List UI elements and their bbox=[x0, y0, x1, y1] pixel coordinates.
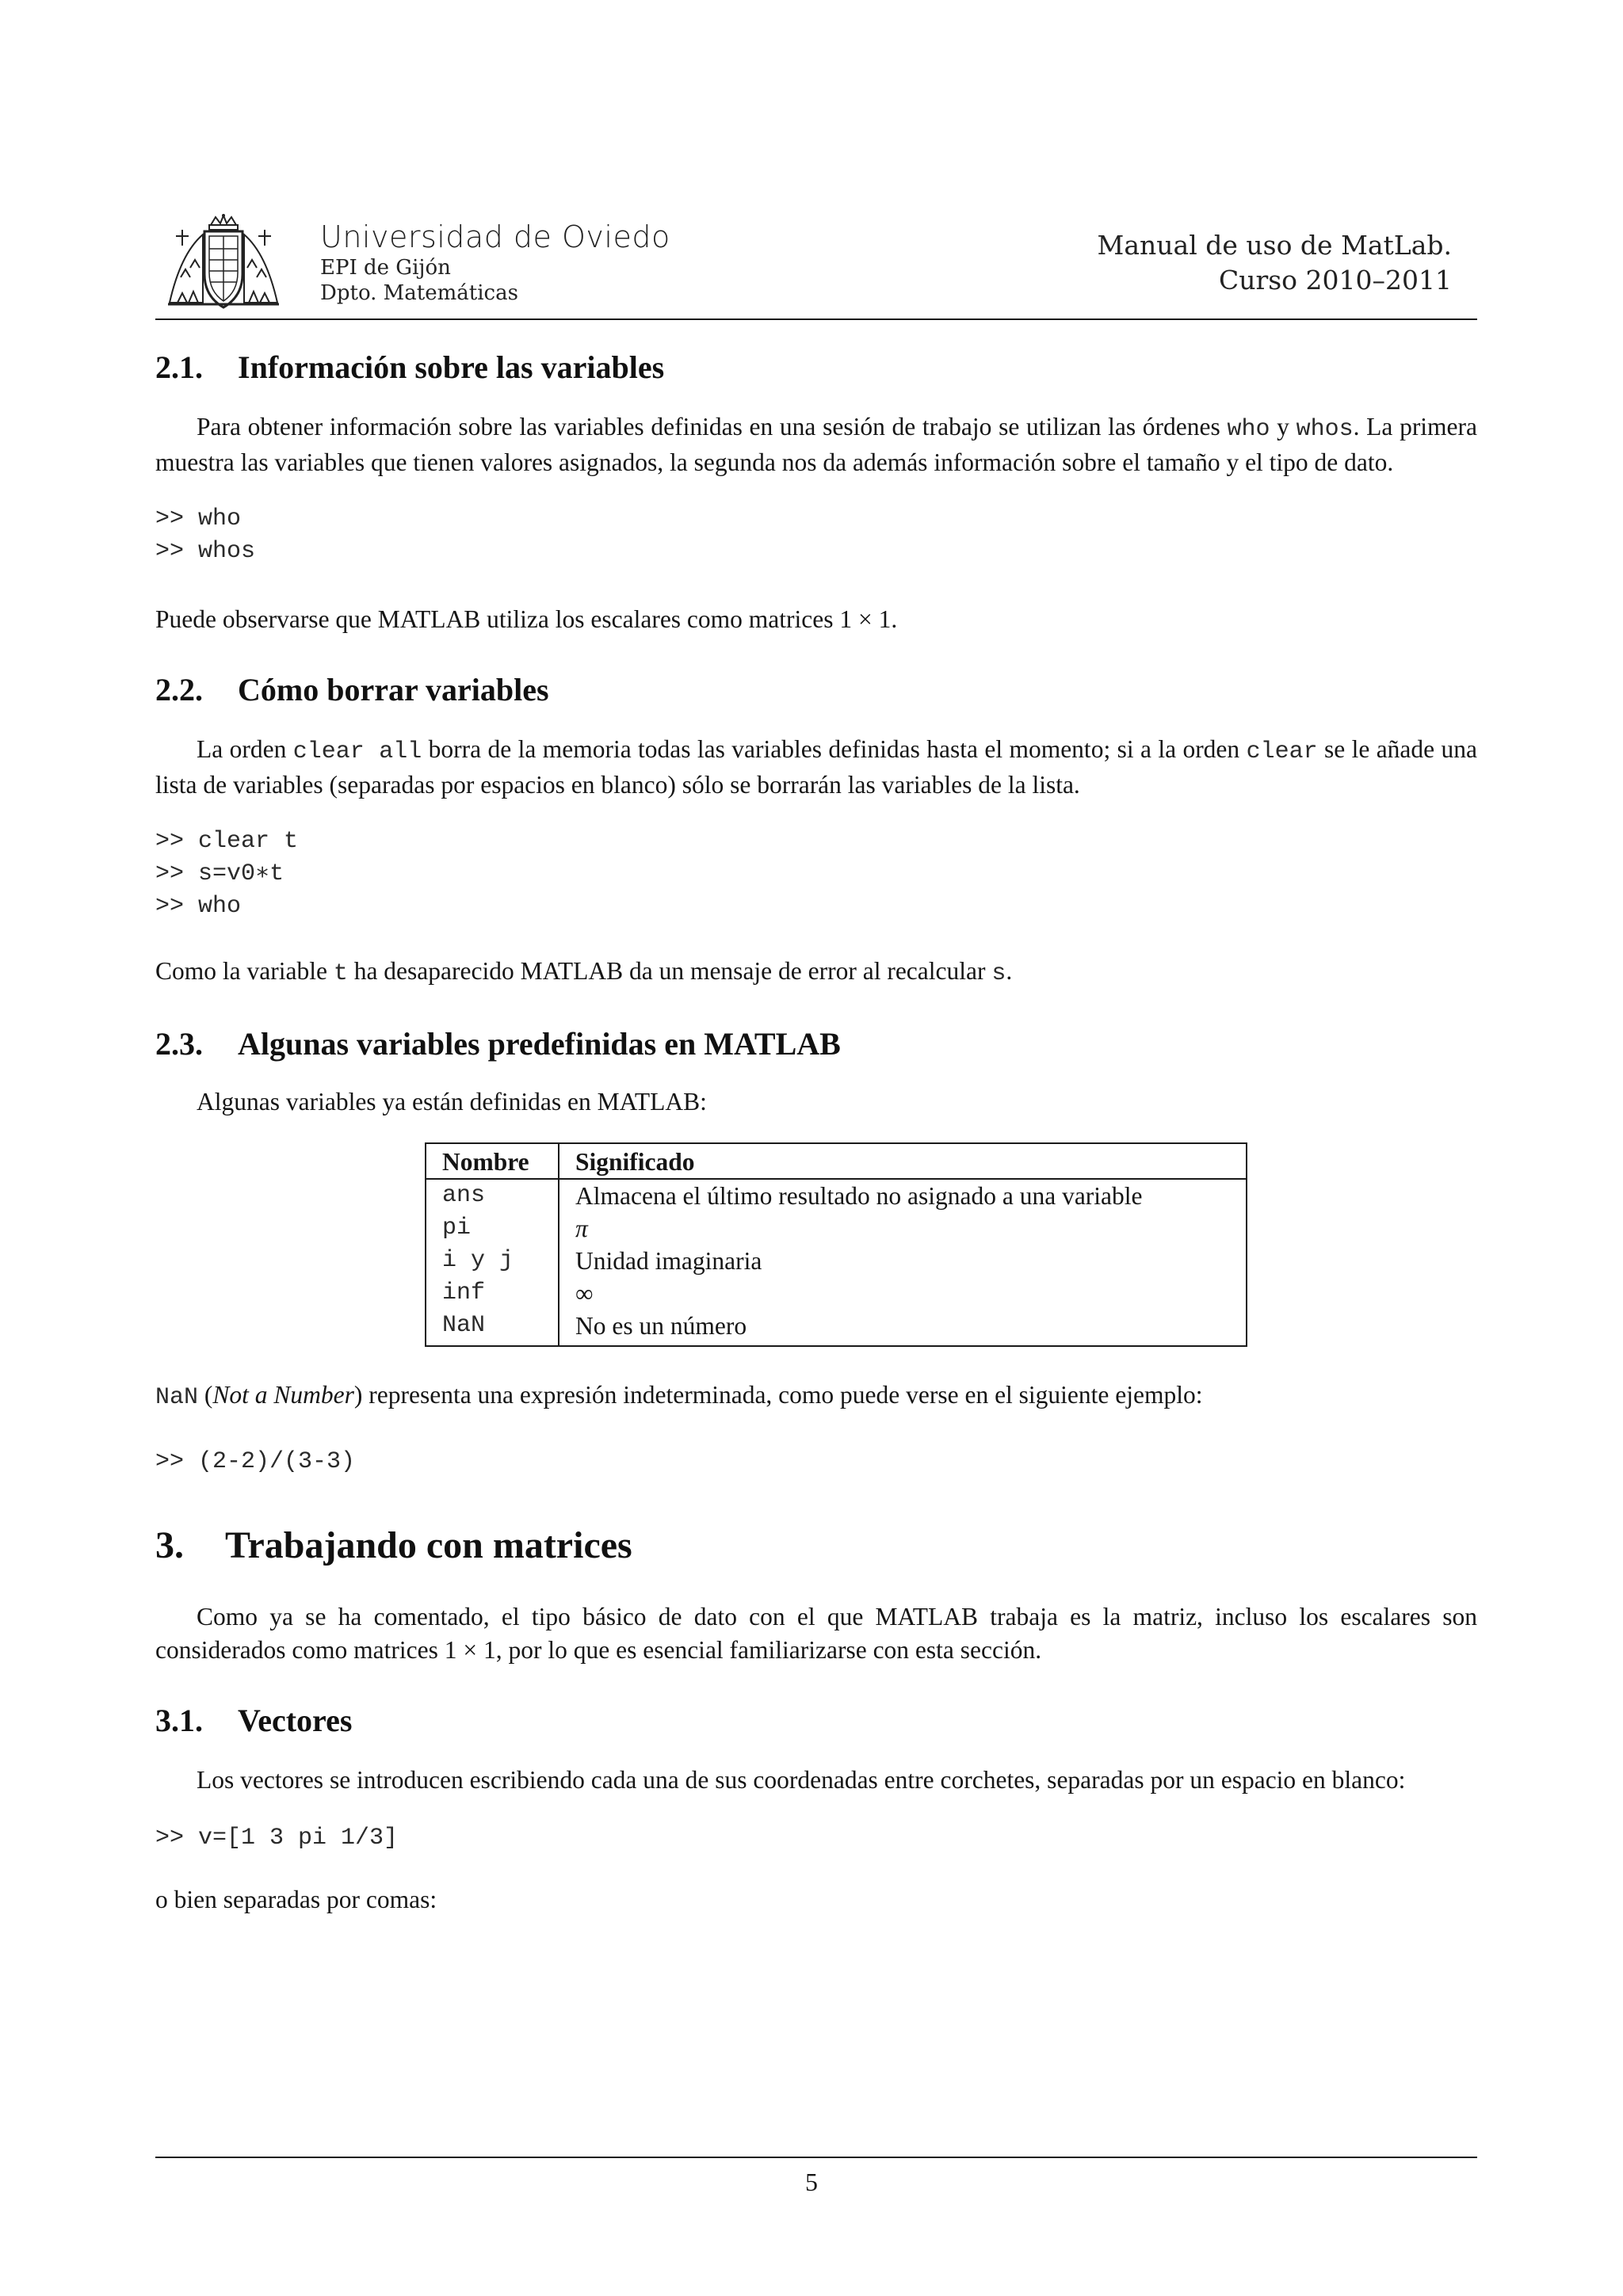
code-line: >> who bbox=[155, 505, 242, 532]
page-header bbox=[155, 208, 1477, 320]
table-cell-name: ans bbox=[426, 1179, 559, 1212]
section-number: 3.1. bbox=[155, 1703, 203, 1738]
table-header-cell: Nombre bbox=[426, 1143, 559, 1179]
section-title: Información sobre las variables bbox=[238, 349, 665, 385]
section-title: Vectores bbox=[238, 1703, 353, 1738]
school-name: EPI de Gijón bbox=[320, 256, 451, 280]
manual-title: Manual de uso de MatLab. bbox=[1097, 230, 1452, 261]
code-block bbox=[155, 826, 1477, 923]
section-title: Cómo borrar variables bbox=[238, 672, 549, 707]
text-run: La orden bbox=[197, 735, 293, 763]
table-cell-meaning: Almacena el último resultado no asignado a una variable bbox=[575, 1182, 1143, 1210]
code-block bbox=[155, 503, 1477, 568]
section-heading-2-3 bbox=[155, 1025, 1477, 1063]
table-header-row bbox=[426, 1143, 1247, 1179]
text-run: Como la variable bbox=[155, 957, 334, 985]
text-run: ha desaparecido MATLAB da un mensaje de error al recalcular bbox=[347, 957, 992, 985]
code-line: >> (2-2)/(3-3) bbox=[155, 1448, 356, 1475]
university-block bbox=[320, 219, 670, 306]
course-year: Curso 2010–2011 bbox=[1218, 265, 1452, 296]
table-cell-meaning: Unidad imaginaria bbox=[575, 1247, 762, 1275]
inline-code: clear bbox=[1246, 738, 1318, 765]
paragraph bbox=[155, 410, 1477, 479]
inline-code: s bbox=[991, 960, 1006, 987]
table-row bbox=[426, 1277, 1247, 1310]
text-run: se le añade una lista de variables (separadas por espacios en blanco) sólo se borrarán las variables de la lista. bbox=[155, 735, 1478, 799]
table-cell-name: NaN bbox=[426, 1310, 559, 1346]
section-heading-3 bbox=[155, 1523, 1477, 1569]
text-run: . bbox=[1006, 957, 1013, 985]
inline-code: clear all bbox=[292, 738, 422, 765]
section-number: 2.3. bbox=[155, 1026, 203, 1062]
table-cell-name: i y j bbox=[426, 1245, 559, 1277]
footer-rule bbox=[155, 2157, 1477, 2158]
paragraph: Puede observarse que MATLAB utiliza los escalares como matrices 1 × 1. bbox=[155, 605, 898, 633]
code-line: >> s=v0∗t bbox=[155, 860, 285, 887]
table-cell-meaning: π bbox=[575, 1215, 588, 1242]
table-cell-name: pi bbox=[426, 1212, 559, 1245]
text-run: Para obtener información sobre las variables definidas en una sesión de trabajo se utilizan las órdenes bbox=[197, 413, 1228, 441]
table-header-cell: Significado bbox=[559, 1143, 1247, 1179]
text-run: borra de la memoria todas las variables definidas hasta el momento; si a la orden bbox=[422, 735, 1247, 763]
text-run: y bbox=[1270, 413, 1296, 441]
code-line: >> who bbox=[155, 893, 242, 920]
predefined-variables-table bbox=[425, 1142, 1247, 1347]
section-number: 2.2. bbox=[155, 672, 203, 707]
section-heading-2-2 bbox=[155, 671, 1477, 709]
section-title: Trabajando con matrices bbox=[225, 1524, 632, 1566]
section-heading-3-1 bbox=[155, 1702, 1477, 1740]
table-cell-meaning: ∞ bbox=[575, 1280, 594, 1307]
section-title: Algunas variables predefinidas en MATLAB bbox=[238, 1026, 841, 1062]
paragraph: Los vectores se introducen escribiendo cada una de sus coordenadas entre corchetes, separadas por un espacio en blanco: bbox=[197, 1766, 1406, 1794]
paragraph: o bien separadas por comas: bbox=[155, 1886, 437, 1913]
text-run: ( bbox=[198, 1381, 213, 1409]
section-heading-2-1 bbox=[155, 349, 1477, 387]
manual-block bbox=[1098, 228, 1452, 298]
table-row bbox=[426, 1245, 1247, 1277]
code-block bbox=[155, 1822, 1477, 1855]
paragraph: Algunas variables ya están definidas en MATLAB: bbox=[197, 1088, 707, 1116]
code-line: >> v=[1 3 pi 1/3] bbox=[155, 1825, 399, 1852]
section-number: 3. bbox=[155, 1524, 184, 1566]
text-run: ) representa una expresión indeterminada, como puede verse en el siguiente ejemplo: bbox=[353, 1381, 1203, 1409]
paragraph bbox=[155, 955, 1477, 990]
page-content bbox=[155, 349, 1477, 1917]
paragraph bbox=[155, 1379, 1477, 1414]
italic-text: Not a Number bbox=[212, 1381, 354, 1409]
paragraph: Como ya se ha comentado, el tipo básico de dato con el que MATLAB trabaja es la matriz, incluso los escalares son considerados como matrices 1 × 1, por lo que es esencial familiarizarse con esta sección. bbox=[155, 1603, 1477, 1664]
table-row bbox=[426, 1310, 1247, 1346]
page-number: 5 bbox=[805, 2168, 818, 2196]
inline-code: t bbox=[333, 960, 348, 987]
table-cell-name: inf bbox=[426, 1277, 559, 1310]
table-cell-meaning: No es un número bbox=[575, 1312, 747, 1340]
university-name: Universidad de Oviedo bbox=[320, 219, 670, 254]
table-row bbox=[426, 1179, 1247, 1212]
inline-code: NaN bbox=[155, 1384, 199, 1411]
inline-code: whos bbox=[1296, 416, 1354, 443]
inline-code: who bbox=[1227, 416, 1270, 443]
university-crest-icon bbox=[165, 214, 282, 315]
department-name: Dpto. Matemáticas bbox=[320, 281, 518, 305]
code-line: >> whos bbox=[155, 538, 256, 565]
code-line: >> clear t bbox=[155, 828, 299, 855]
code-block bbox=[155, 1446, 1477, 1478]
table-row bbox=[426, 1212, 1247, 1245]
section-number: 2.1. bbox=[155, 349, 203, 385]
paragraph bbox=[155, 733, 1477, 802]
text-run: . La primera muestra las variables que tienen valores asignados, la segunda nos da además información sobre el tamaño y el tipo de dato. bbox=[155, 413, 1478, 476]
